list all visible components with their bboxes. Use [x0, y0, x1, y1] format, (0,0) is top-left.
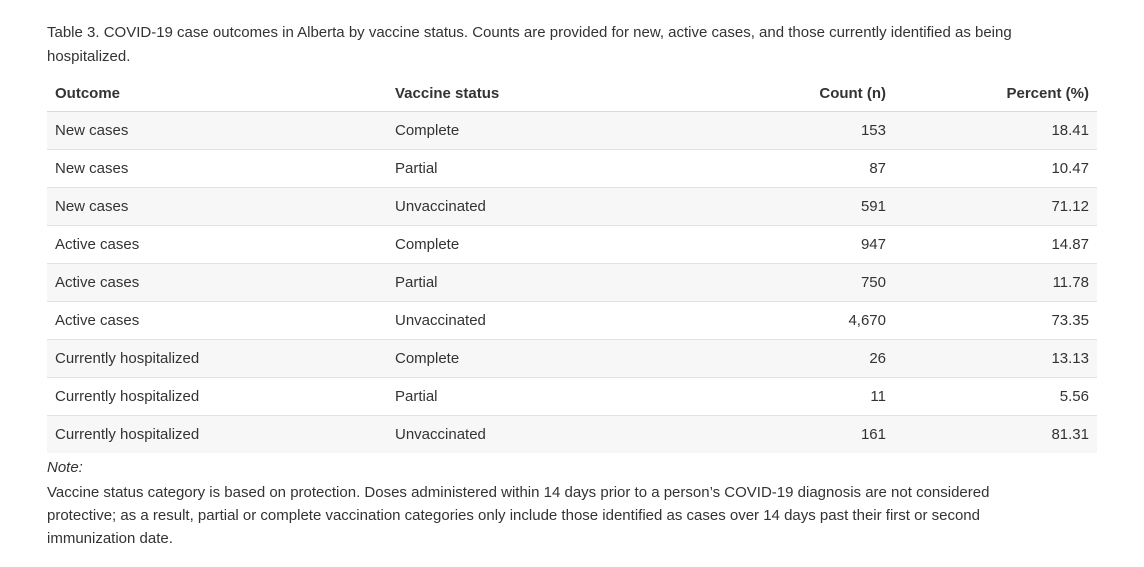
cell-outcome: New cases — [47, 150, 387, 188]
table-row — [47, 264, 1097, 302]
cell-percent: 5.56 — [894, 378, 1097, 416]
cell-count: 591 — [718, 188, 894, 226]
table-caption: Table 3. COVID-19 case outcomes in Alberta by vaccine status. Counts are provided for new, active cases, and those currently identified as being hospitalized. — [47, 24, 1012, 65]
cell-count: 750 — [718, 264, 894, 302]
cell-percent: 71.12 — [894, 188, 1097, 226]
table-row — [47, 302, 1097, 340]
cell-vaccine-status: Unvaccinated — [387, 188, 718, 226]
cell-outcome: Currently hospitalized — [47, 416, 387, 454]
cell-count: 87 — [718, 150, 894, 188]
table-row — [47, 226, 1097, 264]
cell-percent: 73.35 — [894, 302, 1097, 340]
cell-outcome: Active cases — [47, 302, 387, 340]
table-row — [47, 378, 1097, 416]
cell-vaccine-status: Complete — [387, 112, 718, 150]
table-row — [47, 188, 1097, 226]
table-row — [47, 416, 1097, 454]
cell-outcome: Active cases — [47, 226, 387, 264]
cell-vaccine-status: Partial — [387, 264, 718, 302]
note-text: Vaccine status category is based on protection. Doses administered within 14 days prior to a person’s COVID-19 diagnosis are not considered protective; as a result, partial or complete vaccination categories only include those identified as cases over 14 days past their first or second immunization date. — [47, 484, 990, 547]
cell-outcome: New cases — [47, 112, 387, 150]
header-vaccine-status: Vaccine status — [387, 75, 718, 112]
table-header-row — [47, 75, 1097, 112]
cell-percent: 10.47 — [894, 150, 1097, 188]
cell-vaccine-status: Partial — [387, 150, 718, 188]
cell-count: 11 — [718, 378, 894, 416]
cell-outcome: Active cases — [47, 264, 387, 302]
cell-vaccine-status: Complete — [387, 226, 718, 264]
cell-outcome: Currently hospitalized — [47, 378, 387, 416]
header-count: Count (n) — [718, 75, 894, 112]
table-row — [47, 150, 1097, 188]
cell-vaccine-status: Unvaccinated — [387, 416, 718, 454]
cell-outcome: Currently hospitalized — [47, 340, 387, 378]
cell-outcome: New cases — [47, 188, 387, 226]
header-percent: Percent (%) — [894, 75, 1097, 112]
cell-percent: 18.41 — [894, 112, 1097, 150]
cell-count: 161 — [718, 416, 894, 454]
note-label: Note: — [47, 459, 83, 476]
cell-count: 947 — [718, 226, 894, 264]
cell-percent: 13.13 — [894, 340, 1097, 378]
cell-count: 26 — [718, 340, 894, 378]
table-section — [47, 21, 1089, 550]
cell-count: 153 — [718, 112, 894, 150]
outcomes-table — [47, 75, 1097, 453]
cell-vaccine-status: Unvaccinated — [387, 302, 718, 340]
cell-vaccine-status: Complete — [387, 340, 718, 378]
cell-count: 4,670 — [718, 302, 894, 340]
cell-percent: 11.78 — [894, 264, 1097, 302]
cell-vaccine-status: Partial — [387, 378, 718, 416]
cell-percent: 81.31 — [894, 416, 1097, 454]
cell-percent: 14.87 — [894, 226, 1097, 264]
header-outcome: Outcome — [47, 75, 387, 112]
table-row — [47, 340, 1097, 378]
table-row — [47, 112, 1097, 150]
